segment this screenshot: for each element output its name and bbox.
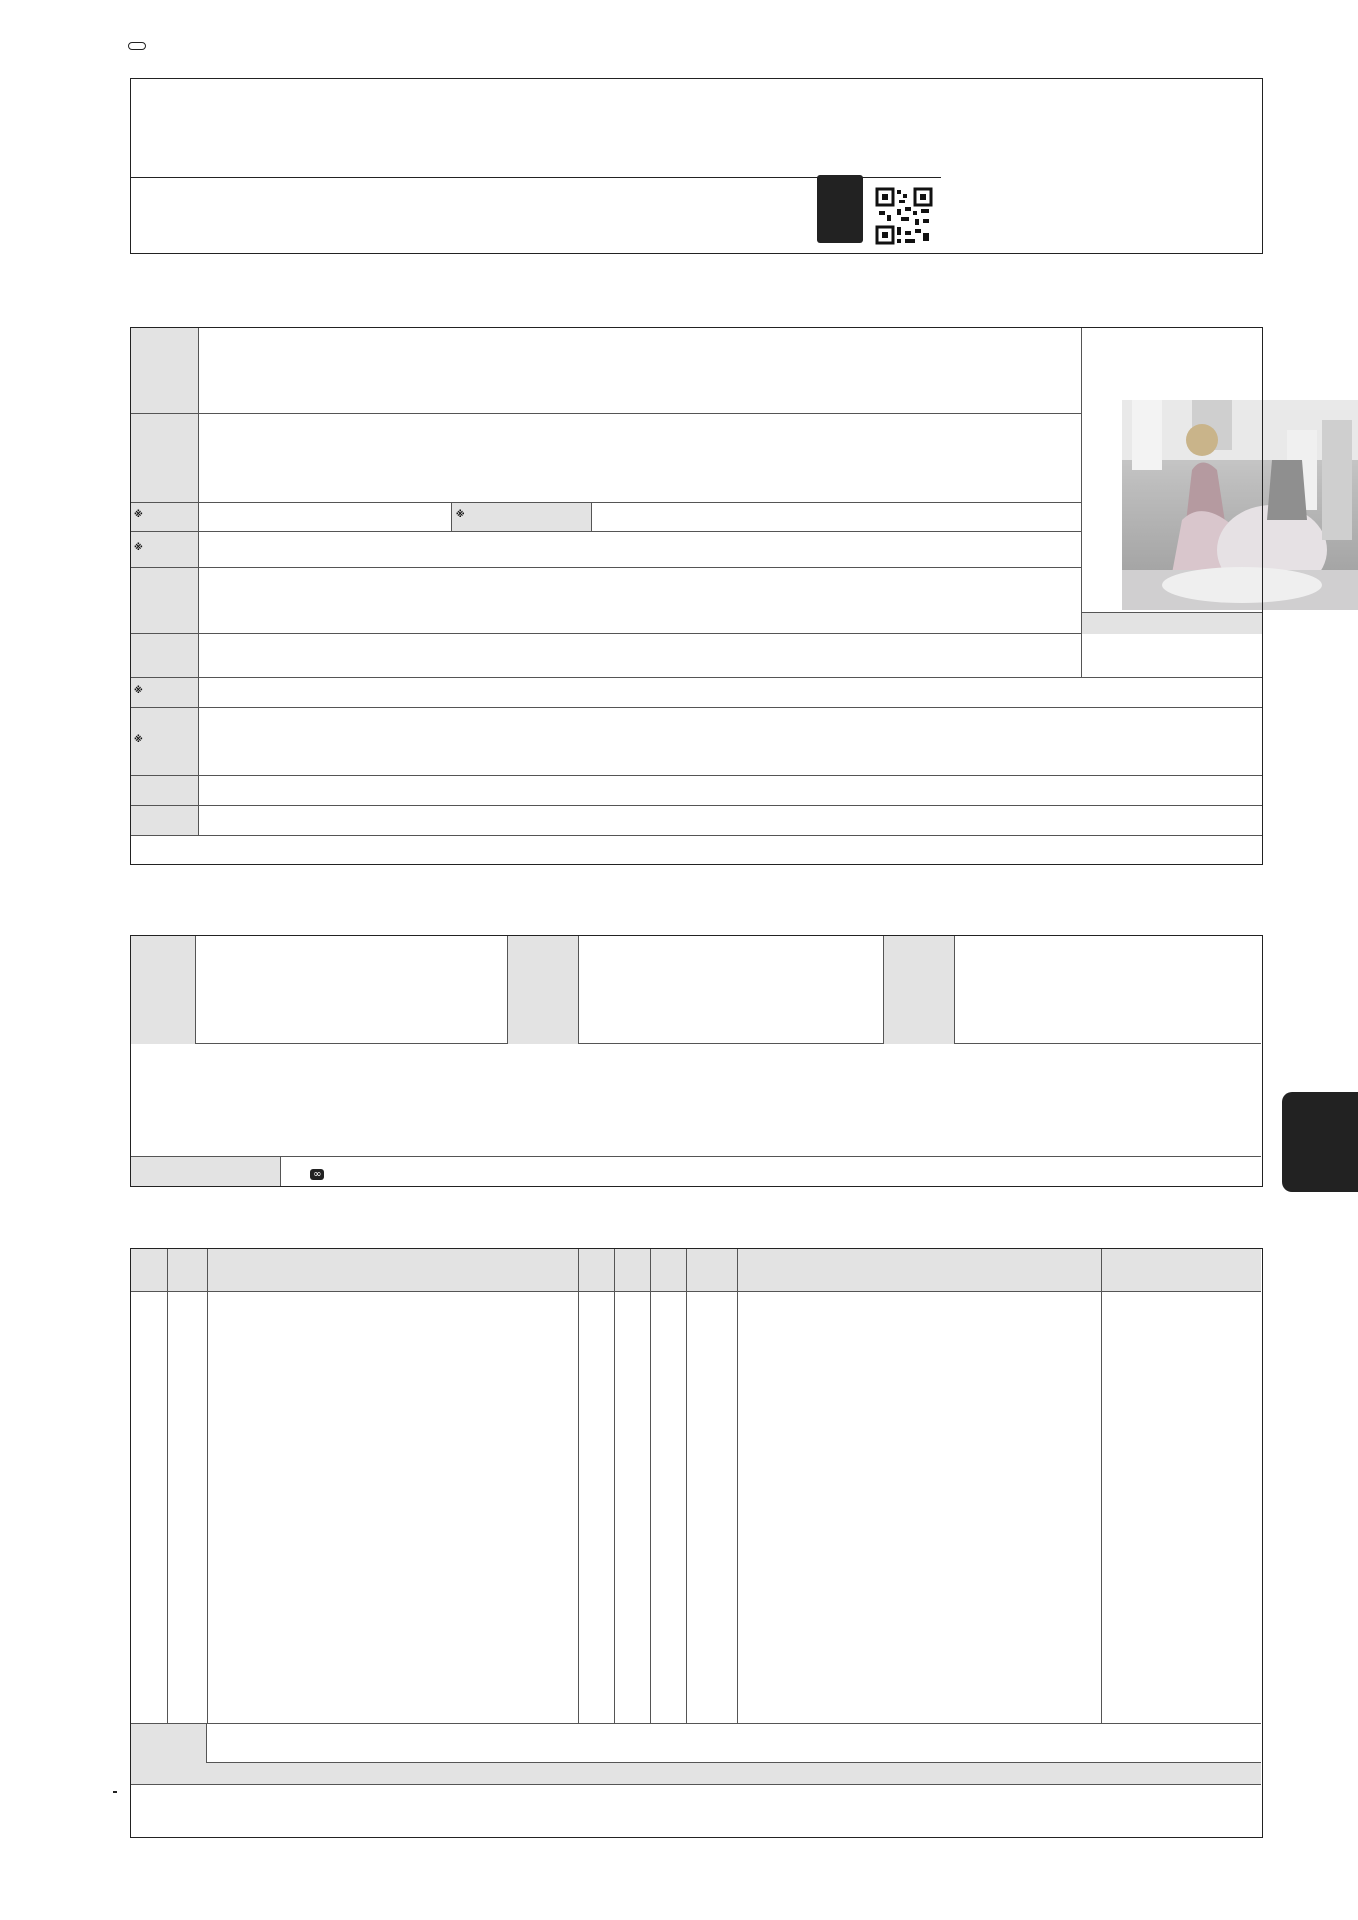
goal-label [131, 414, 199, 503]
license-key [113, 1791, 117, 1793]
student-label: ※ [451, 503, 591, 532]
freedial-icon: ∞ [310, 1169, 324, 1180]
qr-label [817, 175, 863, 243]
eval-label [131, 776, 199, 806]
scholar-label [131, 568, 199, 634]
url-label [131, 806, 199, 836]
qr-code-icon[interactable] [875, 187, 933, 245]
lesson-label [131, 1724, 207, 1763]
access-cell [1081, 328, 1263, 634]
career-label: ※ [131, 678, 199, 708]
history-label [131, 328, 199, 414]
dorm-label [1082, 612, 1263, 634]
job-text [198, 634, 1081, 678]
teacher-label: ※ [131, 503, 199, 532]
school-header [130, 78, 1263, 254]
result-text [198, 708, 1263, 776]
overview-table [130, 327, 1263, 836]
student-count [591, 503, 1081, 532]
scholar-text [198, 568, 1081, 634]
fashion-photo [1122, 400, 1358, 610]
result-label: ※ [131, 708, 199, 776]
dept-table [130, 1248, 1263, 1838]
disclosure-url[interactable] [198, 806, 1263, 836]
recruit-table [130, 935, 1263, 1187]
license-header [131, 1763, 1261, 1785]
contact-row [131, 1156, 1261, 1186]
intl-label: ※ [131, 532, 199, 568]
eval-text [198, 776, 1263, 806]
dorm-cell [1081, 634, 1263, 678]
school-info-table [942, 79, 1263, 253]
goal-text [198, 414, 1081, 503]
history-text [198, 328, 1081, 414]
category-tab [1282, 1092, 1358, 1192]
job-label [131, 634, 199, 678]
career-text [198, 678, 1263, 708]
contact-label [131, 1157, 281, 1186]
teacher-count [198, 503, 451, 532]
intl-text [198, 532, 1081, 568]
support-badge [128, 42, 146, 50]
